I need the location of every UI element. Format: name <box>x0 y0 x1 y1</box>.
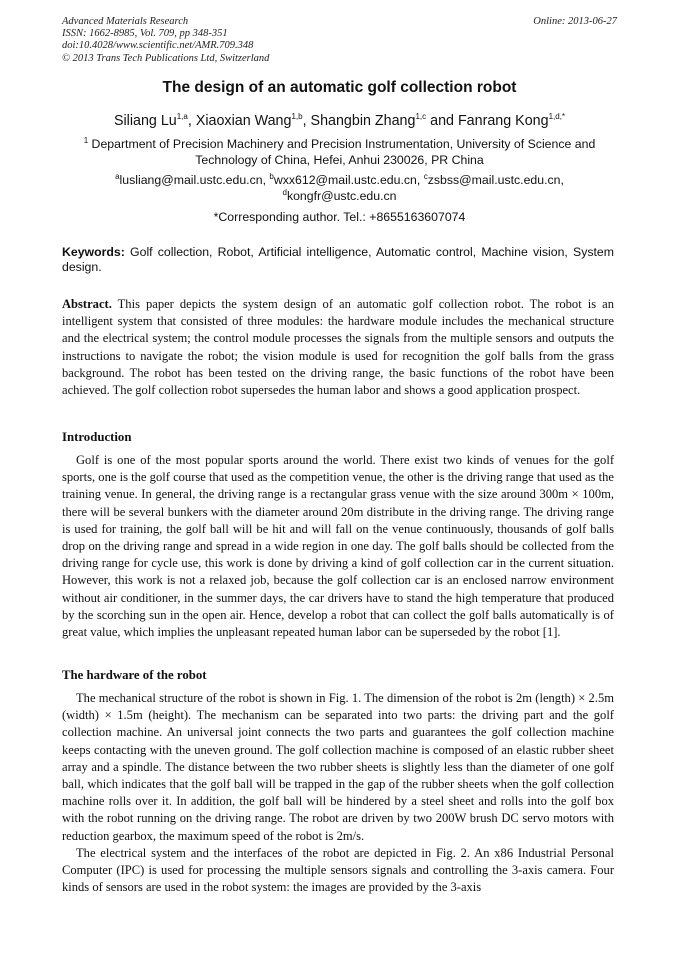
author-name: Siliang Lu <box>113 113 177 129</box>
paper-title: The design of an automatic golf collection robot <box>162 79 517 96</box>
affiliation-line-1: Department of Precision Machinery and Precision Instrumentation, University of Science and <box>88 137 596 151</box>
affiliation <box>62 137 617 168</box>
author-list <box>62 113 617 129</box>
email-link[interactable]: lusliang@mail.ustc.edu.cn, <box>119 173 270 187</box>
author-name: Fanrang Kong <box>457 113 549 129</box>
email-list <box>62 173 617 204</box>
abstract-label: Abstract. <box>62 297 112 311</box>
author-affil-sup: 1,c <box>415 112 427 122</box>
author-affil-sup: 1,b <box>291 112 303 122</box>
doi-line: doi:10.4028/www.scientific.net/AMR.709.348 <box>62 40 254 52</box>
section-heading-hardware: The hardware of the robot <box>62 668 207 682</box>
paragraph: Golf is one of the most popular sports around the world. There exist two kinds of venues for the golf sports, one is the golf course that used as the competition venue, the other is the driving range that used as the training venue. In general, the driving range is a rectangular grass venue with the size around 300m × 100m, there will be several bunkers with the diameter around 20m distribute in the driving range. The driving range is used for training, the golf ball will be hit and will fall on the venue continuously, thousands of golf balls drop on the driving range and spread in a wide region in one day. The golf balls should be collected from the driving range for cycle use, this work is done by driving a kind of golf collection car in the current situation. However, this work is not a relaxed job, because the golf collection car is an enclosed narrow environment without air conditioner, in the summer days, the car drivers have to stand the high temperature that produced by the scorching sun in the open air. Hence, develop a robot that can collect the golf balls automatically is of great value, which implies the unpleasant repeated human labor can be superseded by the robot [1]. <box>62 453 614 640</box>
abstract-text: This paper depicts the system design of an automatic golf collection robot. The robot is an intelligent system that consisted of three modules: the hardware module includes the mechanical structure and the electrical system; the control module processes the signals from the multiple sensors and outputs the instructions to navigate the robot; the vision module is used for recognition the golf balls from the grass background. The robot has been tested on the driving range, the basic functions of the robot have been achieved. The golf collection robot supersedes the human labor and shows a good application prospect. <box>62 297 614 398</box>
email-sup: d <box>282 187 287 197</box>
introduction-body <box>62 452 614 641</box>
abstract <box>62 296 614 399</box>
keywords-label: Keywords: <box>62 245 125 259</box>
journal-header <box>62 16 617 65</box>
author-affil-sup: 1,d,* <box>548 112 566 122</box>
keywords <box>62 245 614 275</box>
corresponding-author: *Corresponding author. Tel.: +8655163607074 <box>213 210 466 224</box>
online-date: Online: 2013-06-27 <box>533 16 617 27</box>
author-separator-and: and <box>426 113 458 129</box>
email-sup: b <box>269 171 274 181</box>
author-name: Xiaoxian Wang <box>195 113 292 129</box>
author-affil-sup: 1,a <box>176 112 188 122</box>
author-name: Shangbin Zhang <box>310 113 416 129</box>
keywords-text: Golf collection, Robot, Artificial intelligence, Automatic control, Machine vision, System design. <box>62 245 614 275</box>
author-separator: , <box>187 113 196 129</box>
paragraph: The electrical system and the interfaces of the robot are depicted in Fig. 2. An x86 Industrial Personal Computer (IPC) is used for processing the multiple sensors signals and controlling the 3-axis camera. Four kinds of sensors are used in the robot system: the images are provided by the 3-axis <box>62 845 614 895</box>
section-heading-introduction: Introduction <box>62 430 132 444</box>
copyright-line: © 2013 Trans Tech Publications Ltd, Switzerland <box>62 52 270 64</box>
email-link[interactable]: kongfr@ustc.edu.cn <box>286 188 397 203</box>
affiliation-line-2: Technology of China, Hefei, Anhui 230026, PR China <box>195 152 484 167</box>
journal-name: Advanced Materials Research <box>62 16 189 27</box>
email-sup: c <box>423 171 428 181</box>
email-sup: a <box>115 171 120 181</box>
affiliation-sup: 1 <box>83 135 89 145</box>
paragraph: The mechanical structure of the robot is shown in Fig. 1. The dimension of the robot is 2m (length) × 2.5m (width) × 1.5m (height). The mechanism can be separated into two parts: the driving part and the golf collection machine. An universal joint connects the two parts and guarantees the golf collection machine keeps contacting with the uneven ground. The golf collection machine is composed of an elastic rubber sheet array and a spindle. The distance between the two rubber sheets is slightly less than the diameter of one golf ball, which indicates that the golf ball will be trapped in the gap of the rubber sheets when the golf collection machine rolls over it. In addition, the golf ball will be hindered by a steel sheet and rolls into the golf box with the robot running on the driving range. The robot are driven by two 200W brush DC servo motors with reduction gearbox, the maximum speed of the robot is 2m/s. <box>62 691 614 843</box>
author-separator: , <box>302 113 311 129</box>
hardware-body <box>62 690 614 896</box>
email-link[interactable]: wxx612@mail.ustc.edu.cn, <box>273 173 424 187</box>
issn-line: ISSN: 1662-8985, Vol. 709, pp 348-351 <box>62 28 228 40</box>
email-link[interactable]: zsbss@mail.ustc.edu.cn, <box>427 173 564 187</box>
